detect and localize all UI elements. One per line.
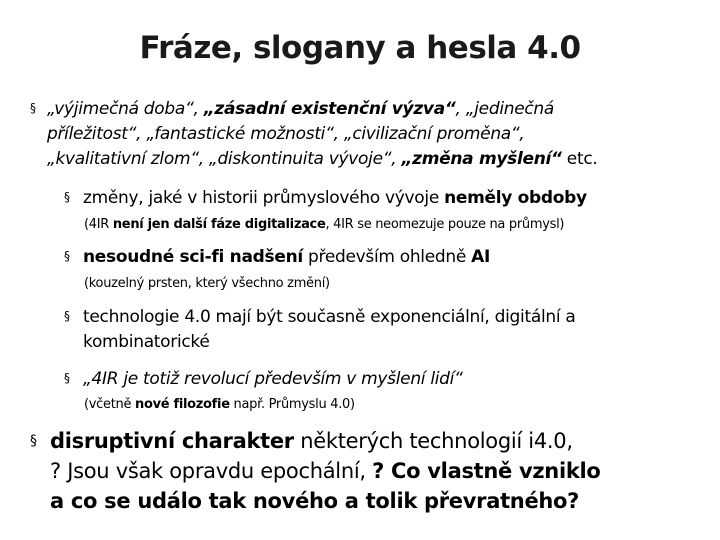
text-span: ? Jsou však opravdu epochální, <box>50 459 373 483</box>
bullet-icon: § <box>30 101 36 115</box>
text-span: příležitost“, „fantastické možnosti“, „civilizační proměna“, <box>47 124 525 144</box>
bullet-text <box>47 97 597 172</box>
text-span: některých technologií i4.0, <box>293 429 573 453</box>
text-line <box>50 456 601 486</box>
text-span: , „jedinečná <box>455 99 555 119</box>
bullet-icon: § <box>64 249 70 263</box>
text-span: (včetně <box>84 397 135 412</box>
slide-title: Fráze, slogany a hesla 4.0 <box>139 30 581 66</box>
text-line <box>47 97 597 122</box>
text-span-bold: nové filozofie <box>134 397 230 412</box>
note-ring: (kouzelný prsten, který všechno změní) <box>84 276 330 291</box>
bullet-icon: § <box>64 371 70 385</box>
text-span: (4IR <box>84 217 113 232</box>
text-line <box>47 122 597 147</box>
text-span: „4IR je totiž revolucí především v myšlení lidí“ <box>83 369 463 389</box>
text-line <box>50 486 601 516</box>
text-line <box>50 426 601 456</box>
text-line: kombinatorické <box>83 332 210 352</box>
bullet-text <box>50 426 601 516</box>
text-span: , 4IR se neomezuje pouze na průmysl) <box>325 217 565 232</box>
bullet-text <box>83 186 587 211</box>
text-span: změny, jaké v historii průmyslového vývoje <box>83 188 445 208</box>
text-line <box>47 147 597 172</box>
text-span-bold: disruptivní charakter <box>50 429 294 453</box>
text-span-bold: „zásadní existenční výzva“ <box>203 99 456 119</box>
text-span-bold: „změna myšlení“ <box>401 149 562 169</box>
bullet-text <box>83 245 490 270</box>
text-span: etc. <box>561 149 598 169</box>
bullet-icon: § <box>64 190 70 204</box>
text-span-bold: a co se událo tak nového a tolik převratného? <box>50 489 580 513</box>
text-span-bold: není jen další fáze digitalizace <box>112 217 326 232</box>
text-span-bold: ? Co vlastně vzniklo <box>372 459 601 483</box>
bullet-text <box>83 367 463 392</box>
bullet-text <box>83 305 576 355</box>
text-span: především ohledně <box>302 247 472 267</box>
text-span: „kvalitativní zlom“, „diskontinuita vývoje“, <box>47 149 402 169</box>
text-span: „výjimečná doba“, <box>47 99 204 119</box>
text-span-bold: nesoudné sci-fi nadšení <box>83 247 303 267</box>
note-4ir <box>84 216 564 234</box>
text-span-bold: neměly obdoby <box>444 188 587 208</box>
text-span-bold: AI <box>471 247 491 267</box>
bullet-icon: § <box>64 309 70 323</box>
note-philosophy <box>84 396 355 414</box>
bullet-icon: § <box>30 433 37 449</box>
text-line: technologie 4.0 mají být současně exponenciální, digitální a <box>83 307 576 327</box>
text-span: např. Průmyslu 4.0) <box>229 397 355 412</box>
